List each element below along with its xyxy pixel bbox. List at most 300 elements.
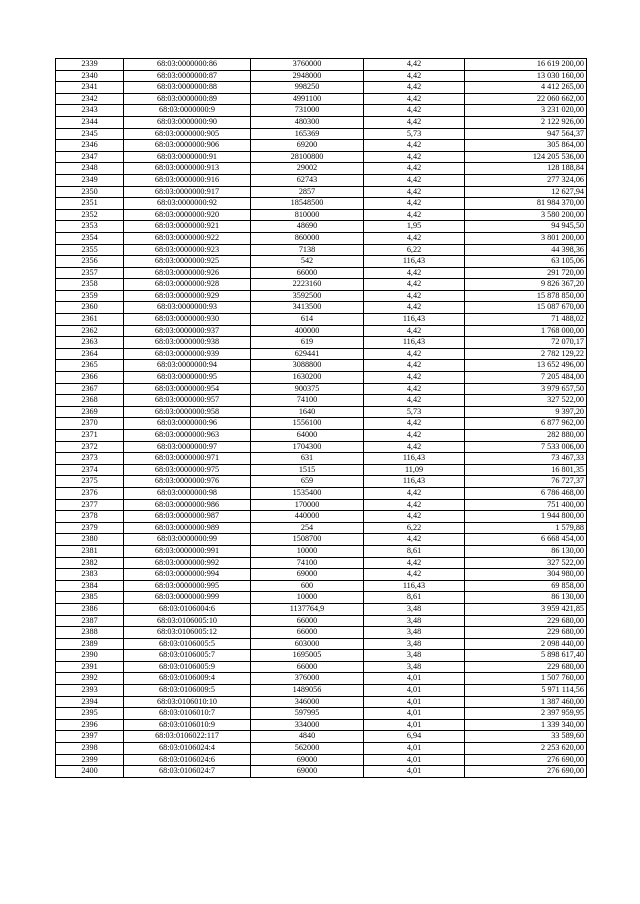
cadastral-number-cell: 68:03:0000000:93 [124, 302, 251, 314]
area-cell: 1640 [251, 406, 364, 418]
area-cell: 66000 [251, 627, 364, 639]
cadastral-value-cell: 2 782 129,22 [465, 348, 587, 360]
row-number-cell: 2371 [56, 430, 124, 442]
cadastral-value-cell: 73 467,33 [465, 453, 587, 465]
cadastral-value-cell: 1 768 000,00 [465, 325, 587, 337]
specific-value-cell: 4,42 [364, 140, 465, 152]
cadastral-value-cell: 76 727,37 [465, 476, 587, 488]
table-row [56, 232, 587, 244]
cadastral-value-cell: 229 680,00 [465, 661, 587, 673]
cadastral-value-cell: 9 826 367,20 [465, 279, 587, 291]
row-number-cell: 2365 [56, 360, 124, 372]
cadastral-value-cell: 44 398,36 [465, 244, 587, 256]
row-number-cell: 2353 [56, 221, 124, 233]
specific-value-cell: 3,48 [364, 661, 465, 673]
cadastral-number-cell: 68:03:0106022:117 [124, 731, 251, 743]
area-cell: 900375 [251, 383, 364, 395]
table-row [56, 743, 587, 755]
specific-value-cell: 4,42 [364, 569, 465, 581]
table-row [56, 476, 587, 488]
cadastral-number-cell: 68:03:0000000:9 [124, 105, 251, 117]
cadastral-value-cell: 4 412 265,00 [465, 82, 587, 94]
row-number-cell: 2369 [56, 406, 124, 418]
table-row [56, 163, 587, 175]
specific-value-cell: 4,01 [364, 673, 465, 685]
table-row [56, 592, 587, 604]
row-number-cell: 2364 [56, 348, 124, 360]
cadastral-value-cell: 1 339 340,00 [465, 719, 587, 731]
table-row [56, 638, 587, 650]
row-number-cell: 2384 [56, 580, 124, 592]
cadastral-value-cell: 2 253 620,00 [465, 743, 587, 755]
cadastral-value-cell: 81 984 370,00 [465, 198, 587, 210]
row-number-cell: 2396 [56, 719, 124, 731]
table-row [56, 731, 587, 743]
table-row [56, 372, 587, 384]
cadastral-value-cell: 7 205 484,00 [465, 372, 587, 384]
cadastral-value-cell: 128 188,84 [465, 163, 587, 175]
area-cell: 3760000 [251, 59, 364, 71]
area-cell: 860000 [251, 232, 364, 244]
cadastral-number-cell: 68:03:0106005:12 [124, 627, 251, 639]
specific-value-cell: 4,42 [364, 151, 465, 163]
row-number-cell: 2360 [56, 302, 124, 314]
table-row [56, 534, 587, 546]
table-row [56, 93, 587, 105]
cadastral-number-cell: 68:03:0000000:921 [124, 221, 251, 233]
cadastral-value-cell: 305 864,00 [465, 140, 587, 152]
area-cell: 400000 [251, 325, 364, 337]
row-number-cell: 2357 [56, 267, 124, 279]
cadastral-value-cell: 22 060 662,00 [465, 93, 587, 105]
table-row [56, 116, 587, 128]
cadastral-value-cell: 5 971 114,56 [465, 685, 587, 697]
cadastral-number-cell: 68:03:0000000:939 [124, 348, 251, 360]
row-number-cell: 2377 [56, 499, 124, 511]
cadastral-value-cell: 304 980,00 [465, 569, 587, 581]
area-cell: 810000 [251, 209, 364, 221]
row-number-cell: 2373 [56, 453, 124, 465]
table-row [56, 244, 587, 256]
row-number-cell: 2395 [56, 708, 124, 720]
row-number-cell: 2359 [56, 290, 124, 302]
specific-value-cell: 1,95 [364, 221, 465, 233]
row-number-cell: 2389 [56, 638, 124, 650]
table-row [56, 603, 587, 615]
area-cell: 614 [251, 314, 364, 326]
row-number-cell: 2347 [56, 151, 124, 163]
area-cell: 74100 [251, 395, 364, 407]
cadastral-value-cell: 6 668 454,00 [465, 534, 587, 546]
cadastral-value-cell: 3 231 020,00 [465, 105, 587, 117]
cadastral-value-cell: 15 878 850,00 [465, 290, 587, 302]
table-row [56, 754, 587, 766]
area-cell: 69000 [251, 569, 364, 581]
table-row [56, 256, 587, 268]
cadastral-value-cell: 6 786 468,00 [465, 487, 587, 499]
specific-value-cell: 4,42 [364, 418, 465, 430]
table-row [56, 487, 587, 499]
specific-value-cell: 4,42 [364, 93, 465, 105]
area-cell: 3088800 [251, 360, 364, 372]
cadastral-number-cell: 68:03:0000000:98 [124, 487, 251, 499]
cadastral-number-cell: 68:03:0000000:95 [124, 372, 251, 384]
cadastral-value-cell: 277 324,06 [465, 174, 587, 186]
row-number-cell: 2399 [56, 754, 124, 766]
area-cell: 1695005 [251, 650, 364, 662]
area-cell: 1508700 [251, 534, 364, 546]
specific-value-cell: 116,43 [364, 337, 465, 349]
specific-value-cell: 4,42 [364, 279, 465, 291]
table-row [56, 105, 587, 117]
area-cell: 542 [251, 256, 364, 268]
cadastral-value-cell: 751 400,00 [465, 499, 587, 511]
table-row [56, 441, 587, 453]
cadastral-number-cell: 68:03:0000000:88 [124, 82, 251, 94]
specific-value-cell: 4,42 [364, 557, 465, 569]
row-number-cell: 2344 [56, 116, 124, 128]
cadastral-number-cell: 68:03:0000000:905 [124, 128, 251, 140]
cadastral-number-cell: 68:03:0106024:4 [124, 743, 251, 755]
area-cell: 69200 [251, 140, 364, 152]
cadastral-value-cell: 3 580 200,00 [465, 209, 587, 221]
specific-value-cell: 4,42 [364, 534, 465, 546]
cadastral-number-cell: 68:03:0106005:9 [124, 661, 251, 673]
area-cell: 1489056 [251, 685, 364, 697]
specific-value-cell: 4,42 [364, 487, 465, 499]
row-number-cell: 2348 [56, 163, 124, 175]
specific-value-cell: 11,09 [364, 464, 465, 476]
specific-value-cell: 8,61 [364, 592, 465, 604]
specific-value-cell: 4,01 [364, 743, 465, 755]
specific-value-cell: 4,42 [364, 302, 465, 314]
cadastral-number-cell: 68:03:0106005:10 [124, 615, 251, 627]
row-number-cell: 2361 [56, 314, 124, 326]
row-number-cell: 2367 [56, 383, 124, 395]
table-row [56, 696, 587, 708]
table-row [56, 430, 587, 442]
row-number-cell: 2376 [56, 487, 124, 499]
cadastral-value-cell: 69 858,00 [465, 580, 587, 592]
cadastral-value-cell: 2 122 926,00 [465, 116, 587, 128]
cadastral-number-cell: 68:03:0000000:989 [124, 522, 251, 534]
cadastral-value-cell: 1 944 800,00 [465, 511, 587, 523]
specific-value-cell: 4,42 [364, 70, 465, 82]
area-cell: 480300 [251, 116, 364, 128]
table-row [56, 673, 587, 685]
table-row [56, 499, 587, 511]
cadastral-value-cell: 86 130,00 [465, 545, 587, 557]
table-row [56, 360, 587, 372]
row-number-cell: 2392 [56, 673, 124, 685]
row-number-cell: 2383 [56, 569, 124, 581]
specific-value-cell: 3,48 [364, 650, 465, 662]
table-row [56, 627, 587, 639]
cadastral-number-cell: 68:03:0000000:938 [124, 337, 251, 349]
table-row [56, 511, 587, 523]
area-cell: 2857 [251, 186, 364, 198]
table-row [56, 174, 587, 186]
specific-value-cell: 6,22 [364, 244, 465, 256]
cadastral-value-cell: 63 105,06 [465, 256, 587, 268]
cadastral-number-cell: 68:03:0000000:916 [124, 174, 251, 186]
table-row [56, 383, 587, 395]
area-cell: 1515 [251, 464, 364, 476]
specific-value-cell: 4,42 [364, 232, 465, 244]
table-row [56, 82, 587, 94]
row-number-cell: 2390 [56, 650, 124, 662]
cadastral-value-cell: 124 205 536,00 [465, 151, 587, 163]
cadastral-number-cell: 68:03:0000000:99 [124, 534, 251, 546]
area-cell: 69000 [251, 766, 364, 778]
row-number-cell: 2339 [56, 59, 124, 71]
row-number-cell: 2397 [56, 731, 124, 743]
cadastral-number-cell: 68:03:0106009:5 [124, 685, 251, 697]
specific-value-cell: 4,42 [364, 116, 465, 128]
area-cell: 170000 [251, 499, 364, 511]
table-row [56, 522, 587, 534]
specific-value-cell: 3,48 [364, 603, 465, 615]
cadastral-value-cell: 94 945,50 [465, 221, 587, 233]
specific-value-cell: 4,42 [364, 325, 465, 337]
area-cell: 18548500 [251, 198, 364, 210]
table-row [56, 140, 587, 152]
cadastral-number-cell: 68:03:0000000:987 [124, 511, 251, 523]
cadastral-value-cell: 282 880,00 [465, 430, 587, 442]
cadastral-value-cell: 15 087 670,00 [465, 302, 587, 314]
cadastral-value-cell: 16 619 200,00 [465, 59, 587, 71]
row-number-cell: 2374 [56, 464, 124, 476]
row-number-cell: 2398 [56, 743, 124, 755]
cadastral-number-cell: 68:03:0000000:94 [124, 360, 251, 372]
cadastral-number-cell: 68:03:0000000:96 [124, 418, 251, 430]
specific-value-cell: 6,22 [364, 522, 465, 534]
area-cell: 62743 [251, 174, 364, 186]
specific-value-cell: 4,01 [364, 708, 465, 720]
cadastral-value-cell: 1 387 460,00 [465, 696, 587, 708]
cadastral-number-cell: 68:03:0000000:928 [124, 279, 251, 291]
row-number-cell: 2351 [56, 198, 124, 210]
cadastral-value-cell: 13 652 496,00 [465, 360, 587, 372]
cadastral-value-table [55, 58, 587, 778]
table-row [56, 186, 587, 198]
cadastral-number-cell: 68:03:0000000:937 [124, 325, 251, 337]
row-number-cell: 2386 [56, 603, 124, 615]
table-row [56, 128, 587, 140]
cadastral-number-cell: 68:03:0000000:87 [124, 70, 251, 82]
area-cell: 66000 [251, 267, 364, 279]
specific-value-cell: 5,73 [364, 128, 465, 140]
table-row [56, 464, 587, 476]
table-row [56, 395, 587, 407]
area-cell: 66000 [251, 615, 364, 627]
row-number-cell: 2358 [56, 279, 124, 291]
cadastral-number-cell: 68:03:0000000:995 [124, 580, 251, 592]
area-cell: 2223160 [251, 279, 364, 291]
row-number-cell: 2375 [56, 476, 124, 488]
cadastral-number-cell: 68:03:0000000:929 [124, 290, 251, 302]
area-cell: 597995 [251, 708, 364, 720]
specific-value-cell: 4,42 [364, 395, 465, 407]
area-cell: 3592500 [251, 290, 364, 302]
area-cell: 10000 [251, 592, 364, 604]
table-row [56, 661, 587, 673]
row-number-cell: 2342 [56, 93, 124, 105]
table-row [56, 406, 587, 418]
cadastral-number-cell: 68:03:0000000:957 [124, 395, 251, 407]
area-cell: 603000 [251, 638, 364, 650]
cadastral-number-cell: 68:03:0000000:91 [124, 151, 251, 163]
area-cell: 376000 [251, 673, 364, 685]
table-row [56, 569, 587, 581]
cadastral-value-cell: 33 589,60 [465, 731, 587, 743]
table-row [56, 650, 587, 662]
specific-value-cell: 4,42 [364, 372, 465, 384]
cadastral-number-cell: 68:03:0000000:922 [124, 232, 251, 244]
row-number-cell: 2393 [56, 685, 124, 697]
cadastral-value-cell: 5 898 617,40 [465, 650, 587, 662]
cadastral-value-cell: 3 979 657,50 [465, 383, 587, 395]
cadastral-number-cell: 68:03:0000000:917 [124, 186, 251, 198]
specific-value-cell: 4,42 [364, 441, 465, 453]
cadastral-number-cell: 68:03:0000000:954 [124, 383, 251, 395]
area-cell: 48690 [251, 221, 364, 233]
cadastral-value-cell: 7 533 006,00 [465, 441, 587, 453]
table-body [56, 59, 587, 778]
table-row [56, 151, 587, 163]
cadastral-number-cell: 68:03:0000000:906 [124, 140, 251, 152]
specific-value-cell: 4,42 [364, 383, 465, 395]
cadastral-number-cell: 68:03:0000000:90 [124, 116, 251, 128]
cadastral-value-cell: 229 680,00 [465, 627, 587, 639]
cadastral-number-cell: 68:03:0000000:925 [124, 256, 251, 268]
area-cell: 659 [251, 476, 364, 488]
cadastral-number-cell: 68:03:0000000:975 [124, 464, 251, 476]
cadastral-number-cell: 68:03:0106010:9 [124, 719, 251, 731]
specific-value-cell: 4,42 [364, 360, 465, 372]
cadastral-value-cell: 2 397 959,95 [465, 708, 587, 720]
cadastral-number-cell: 68:03:0000000:994 [124, 569, 251, 581]
cadastral-number-cell: 68:03:0106010:7 [124, 708, 251, 720]
cadastral-value-cell: 947 564,37 [465, 128, 587, 140]
specific-value-cell: 116,43 [364, 476, 465, 488]
cadastral-value-cell: 1 579,88 [465, 522, 587, 534]
specific-value-cell: 4,42 [364, 105, 465, 117]
cadastral-number-cell: 68:03:0106009:4 [124, 673, 251, 685]
row-number-cell: 2370 [56, 418, 124, 430]
specific-value-cell: 4,42 [364, 174, 465, 186]
specific-value-cell: 6,94 [364, 731, 465, 743]
cadastral-number-cell: 68:03:0000000:963 [124, 430, 251, 442]
cadastral-number-cell: 68:03:0000000:930 [124, 314, 251, 326]
row-number-cell: 2385 [56, 592, 124, 604]
row-number-cell: 2368 [56, 395, 124, 407]
area-cell: 28100800 [251, 151, 364, 163]
specific-value-cell: 4,01 [364, 766, 465, 778]
cadastral-number-cell: 68:03:0000000:999 [124, 592, 251, 604]
area-cell: 69000 [251, 754, 364, 766]
specific-value-cell: 4,01 [364, 719, 465, 731]
area-cell: 1535400 [251, 487, 364, 499]
specific-value-cell: 4,42 [364, 163, 465, 175]
specific-value-cell: 4,01 [364, 685, 465, 697]
area-cell: 631 [251, 453, 364, 465]
row-number-cell: 2381 [56, 545, 124, 557]
cadastral-value-cell: 9 397,20 [465, 406, 587, 418]
row-number-cell: 2354 [56, 232, 124, 244]
table-row [56, 70, 587, 82]
area-cell: 1556100 [251, 418, 364, 430]
area-cell: 1630200 [251, 372, 364, 384]
area-cell: 2948000 [251, 70, 364, 82]
cadastral-number-cell: 68:03:0000000:986 [124, 499, 251, 511]
area-cell: 10000 [251, 545, 364, 557]
specific-value-cell: 116,43 [364, 314, 465, 326]
cadastral-number-cell: 68:03:0000000:991 [124, 545, 251, 557]
cadastral-number-cell: 68:03:0106024:7 [124, 766, 251, 778]
area-cell: 619 [251, 337, 364, 349]
specific-value-cell: 4,42 [364, 430, 465, 442]
cadastral-number-cell: 68:03:0000000:97 [124, 441, 251, 453]
table-row [56, 453, 587, 465]
cadastral-number-cell: 68:03:0000000:92 [124, 198, 251, 210]
table-row [56, 325, 587, 337]
table-row [56, 418, 587, 430]
area-cell: 7138 [251, 244, 364, 256]
table-row [56, 545, 587, 557]
cadastral-value-cell: 71 488,02 [465, 314, 587, 326]
specific-value-cell: 4,42 [364, 82, 465, 94]
table-row [56, 279, 587, 291]
row-number-cell: 2366 [56, 372, 124, 384]
row-number-cell: 2363 [56, 337, 124, 349]
row-number-cell: 2380 [56, 534, 124, 546]
table-row [56, 348, 587, 360]
cadastral-number-cell: 68:03:0106005:7 [124, 650, 251, 662]
cadastral-value-cell: 16 801,35 [465, 464, 587, 476]
area-cell: 29002 [251, 163, 364, 175]
cadastral-number-cell: 68:03:0000000:971 [124, 453, 251, 465]
cadastral-value-cell: 2 098 440,00 [465, 638, 587, 650]
specific-value-cell: 4,42 [364, 511, 465, 523]
specific-value-cell: 4,42 [364, 499, 465, 511]
specific-value-cell: 4,42 [364, 198, 465, 210]
table-row [56, 302, 587, 314]
cadastral-value-cell: 13 030 160,00 [465, 70, 587, 82]
area-cell: 74100 [251, 557, 364, 569]
cadastral-value-cell: 72 070,17 [465, 337, 587, 349]
cadastral-number-cell: 68:03:0000000:86 [124, 59, 251, 71]
table-row [56, 719, 587, 731]
cadastral-value-cell: 1 507 760,00 [465, 673, 587, 685]
row-number-cell: 2355 [56, 244, 124, 256]
specific-value-cell: 8,61 [364, 545, 465, 557]
specific-value-cell: 4,42 [364, 186, 465, 198]
row-number-cell: 2352 [56, 209, 124, 221]
specific-value-cell: 4,42 [364, 348, 465, 360]
table-row [56, 557, 587, 569]
specific-value-cell: 3,48 [364, 615, 465, 627]
row-number-cell: 2345 [56, 128, 124, 140]
table-row [56, 267, 587, 279]
specific-value-cell: 4,42 [364, 267, 465, 279]
table-row [56, 580, 587, 592]
cadastral-number-cell: 68:03:0000000:926 [124, 267, 251, 279]
area-cell: 562000 [251, 743, 364, 755]
area-cell: 3413500 [251, 302, 364, 314]
row-number-cell: 2379 [56, 522, 124, 534]
cadastral-number-cell: 68:03:0000000:976 [124, 476, 251, 488]
